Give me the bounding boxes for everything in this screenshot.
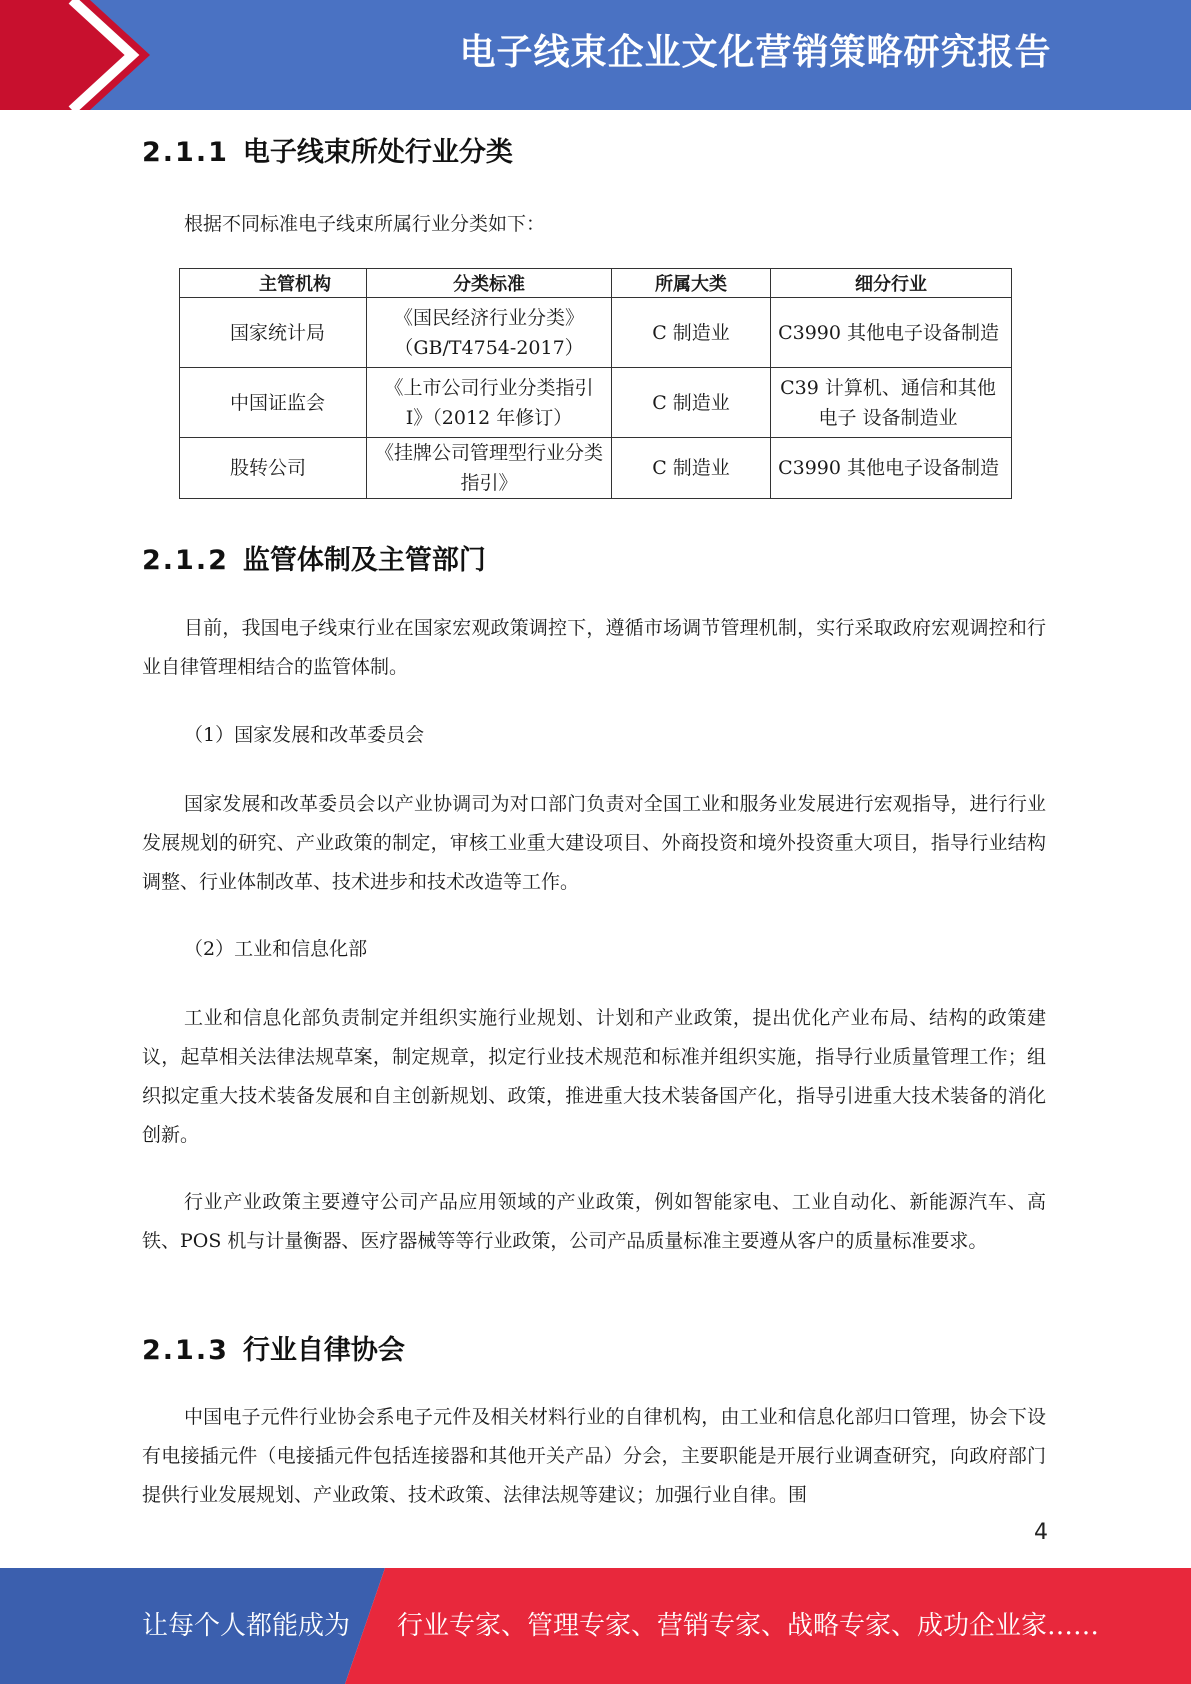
section-heading-2-1-2: [142, 538, 486, 577]
section-number: 2.1.3: [142, 1335, 229, 1366]
cell-standard: 《挂牌公司管理型行业分类指引》: [367, 438, 612, 499]
cell-org: 国家统计局: [180, 298, 367, 368]
column-header-subindustry: 细分行业: [771, 269, 1012, 298]
footer-slogan-right: 行业专家、管理专家、营销专家、战略专家、成功企业家……: [397, 1611, 1100, 1641]
cell-subindustry: C3990 其他电子设备制造: [771, 298, 1012, 368]
cell-category: C 制造业: [612, 298, 771, 368]
page-footer: [0, 1568, 1191, 1684]
cell-subindustry: C39 计算机、通信和其他电子 设备制造业: [771, 368, 1012, 438]
paragraph-ndrc: 国家发展和改革委员会以产业协调司为对口部门负责对全国工业和服务业发展进行宏观指导，进行行业发展规划的研究、产业政策的制定，审核工业重大建设项目、外商投资和境外投资重大项目，指导行业结构调整、行业体制改革、技术进步和技术改造等工作。: [142, 793, 1046, 893]
table-header-row: [180, 269, 1012, 298]
industry-classification-table: [179, 268, 1012, 499]
section-title: 监管体制及主管部门: [242, 545, 486, 576]
cell-standard: 《上市公司行业分类指引 I》（2012 年修订）: [367, 368, 612, 438]
table-row: [180, 438, 1012, 499]
section-title: 行业自律协会: [242, 1335, 405, 1366]
cell-category: C 制造业: [612, 438, 771, 499]
paragraph-association: 中国电子元件行业协会系电子元件及相关材料行业的自律机构，由工业和信息化部归口管理，协会下设有电接插元件（电接插元件包括连接器和其他开关产品）分会，主要职能是开展行业调查研究，向政府部门提供行业发展规划、产业政策、技术政策、法律法规等建议；加强行业自律。围: [142, 1406, 1046, 1506]
table-row: [180, 298, 1012, 368]
intro-text: 根据不同标准电子线束所属行业分类如下：: [184, 213, 546, 235]
section-title: 电子线束所处行业分类: [242, 137, 513, 168]
page-number: 4: [1034, 1520, 1048, 1545]
section-heading-2-1-1: [142, 130, 513, 169]
section-number: 2.1.2: [142, 545, 229, 576]
column-header-org: 主管机构: [180, 269, 367, 298]
header-title: 电子线束企业文化营销策略研究报告: [459, 32, 1052, 73]
cell-category: C 制造业: [612, 368, 771, 438]
paragraph-miit: 工业和信息化部负责制定并组织实施行业规划、计划和产业政策，提出优化产业布局、结构的政策建议，起草相关法律法规草案，制定规章，拟定行业技术规范和标准并组织实施，指导行业质量管理工作；组织拟定重大技术装备发展和自主创新规划、政策，推进重大技术装备国产化，指导引进重大技术装备的消化创新。: [142, 1007, 1046, 1146]
table-row: [180, 368, 1012, 438]
column-header-category: 所属大类: [612, 269, 771, 298]
header-arrow-decoration: [0, 0, 200, 110]
section-number: 2.1.1: [142, 137, 229, 168]
section-heading-2-1-3: [142, 1328, 405, 1367]
cell-org: 中国证监会: [180, 368, 367, 438]
paragraph-regulatory-system: 目前，我国电子线束行业在国家宏观政策调控下，遵循市场调节管理机制，实行采取政府宏观调控和行业自律管理相结合的监管体制。: [142, 617, 1046, 678]
cell-org: 股转公司: [180, 438, 367, 499]
paragraph-industry-policy: 行业产业政策主要遵守公司产品应用领域的产业政策，例如智能家电、工业自动化、新能源汽车、高铁、POS 机与计量衡器、医疗器械等等行业政策，公司产品质量标准主要遵从客户的质量标准要求。: [142, 1191, 1046, 1252]
subheading-miit: （2）工业和信息化部: [184, 938, 368, 960]
page-header: [0, 0, 1191, 110]
footer-slogan-left: 让每个人都能成为: [142, 1611, 351, 1641]
cell-standard: 《国民经济行业分类》（GB/T4754-2017）: [367, 298, 612, 368]
cell-subindustry: C3990 其他电子设备制造: [771, 438, 1012, 499]
column-header-standard: 分类标准: [367, 269, 612, 298]
subheading-ndrc: （1）国家发展和改革委员会: [184, 724, 425, 746]
